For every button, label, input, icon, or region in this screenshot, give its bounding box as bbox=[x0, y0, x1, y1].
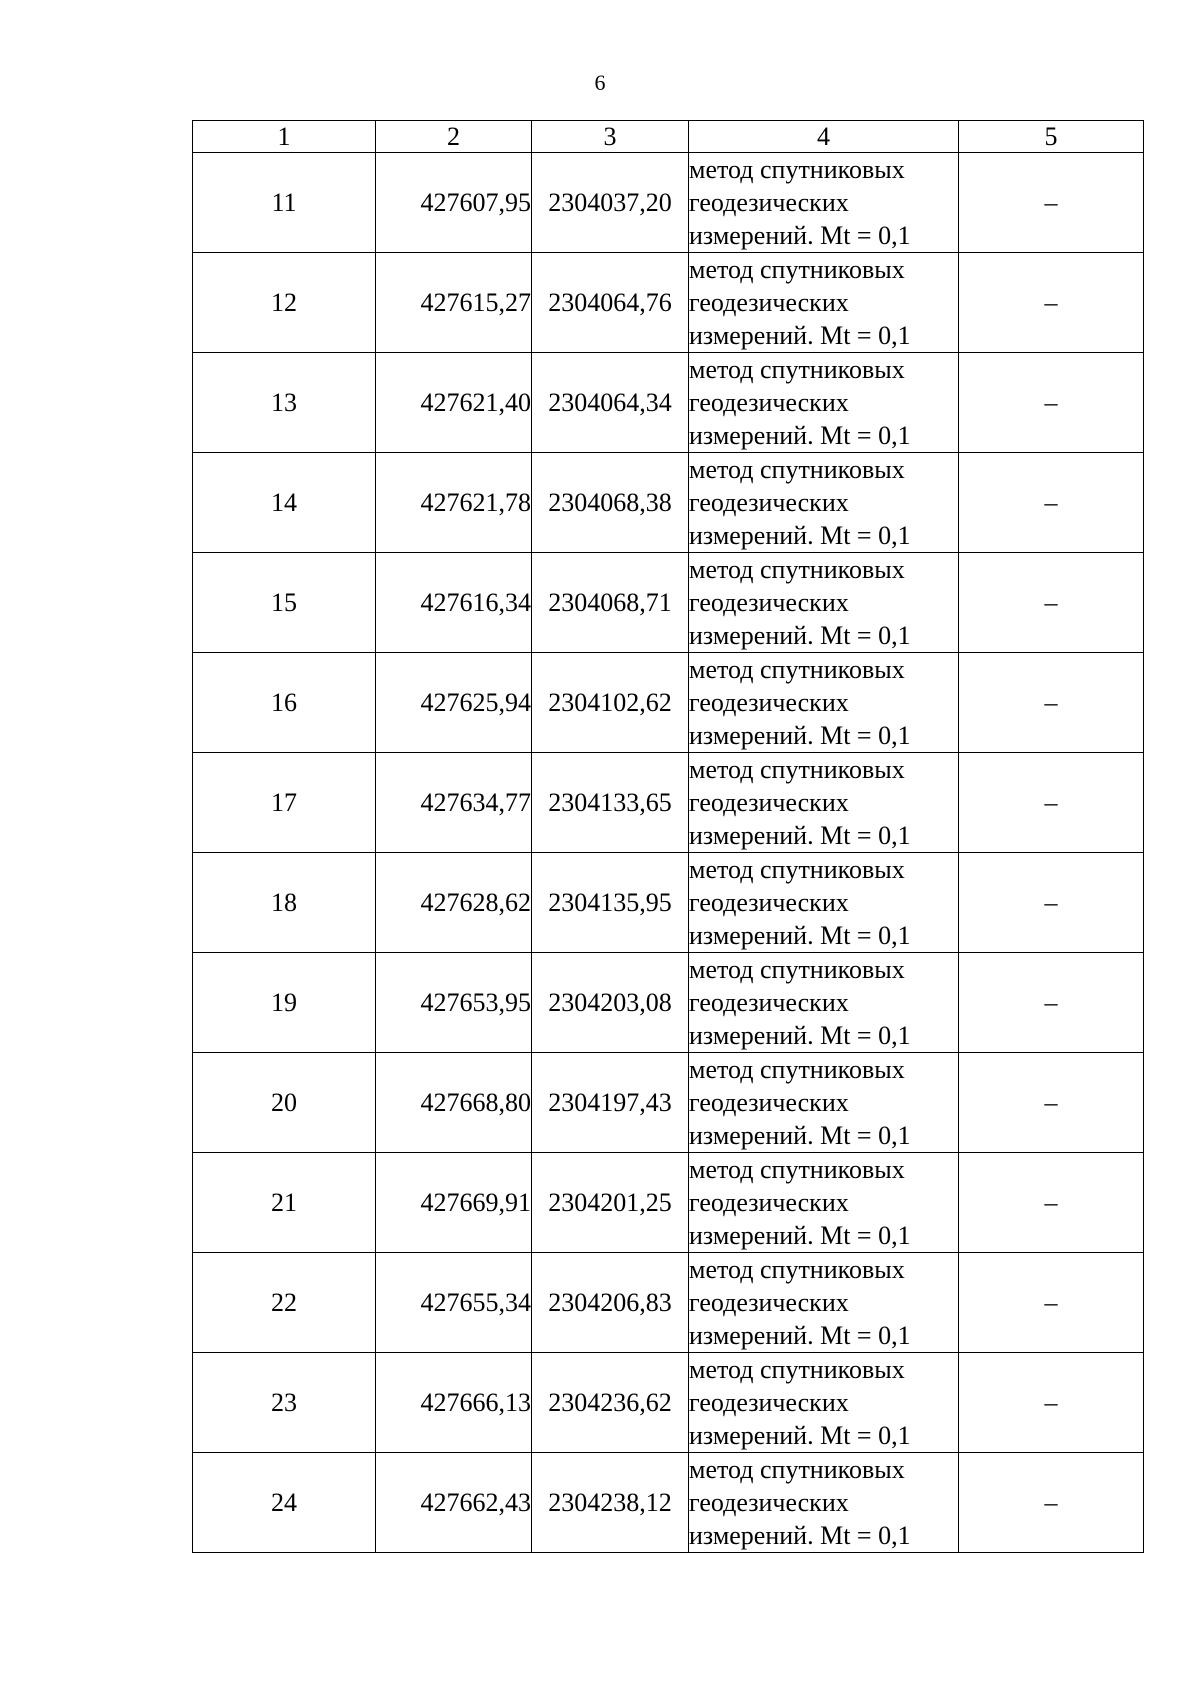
method-line: геодезических bbox=[689, 288, 849, 317]
method-line: измерений. Mt = 0,1 bbox=[689, 321, 911, 350]
x-coordinate-cell: 427655,34 bbox=[376, 1253, 532, 1353]
method-line: геодезических bbox=[689, 1488, 849, 1517]
y-coordinate-cell: 2304102,62 bbox=[532, 653, 689, 753]
table-body bbox=[193, 153, 1144, 1553]
note-cell: – bbox=[959, 1453, 1144, 1553]
table-row bbox=[193, 1253, 1144, 1353]
y-coordinate-cell: 2304068,38 bbox=[532, 453, 689, 553]
note-cell: – bbox=[959, 1253, 1144, 1353]
method-line: метод спутниковых bbox=[689, 255, 905, 284]
table-row bbox=[193, 1053, 1144, 1153]
method-line: геодезических bbox=[689, 788, 849, 817]
method-line: метод спутниковых bbox=[689, 555, 905, 584]
y-coordinate-cell: 2304197,43 bbox=[532, 1053, 689, 1153]
x-coordinate-cell: 427653,95 bbox=[376, 953, 532, 1053]
note-cell: – bbox=[959, 553, 1144, 653]
method-line: геодезических bbox=[689, 1388, 849, 1417]
x-coordinate-cell: 427625,94 bbox=[376, 653, 532, 753]
note-cell: – bbox=[959, 653, 1144, 753]
method-line: геодезических bbox=[689, 1088, 849, 1117]
y-coordinate-cell: 2304236,62 bbox=[532, 1353, 689, 1453]
method-line: измерений. Mt = 0,1 bbox=[689, 621, 911, 650]
method-line: метод спутниковых bbox=[689, 155, 905, 184]
method-line: метод спутниковых bbox=[689, 355, 905, 384]
point-number-cell: 23 bbox=[193, 1353, 376, 1453]
point-number-cell: 19 bbox=[193, 953, 376, 1053]
page-number: 6 bbox=[594, 70, 606, 95]
x-coordinate-cell: 427662,43 bbox=[376, 1453, 532, 1553]
x-coordinate-cell: 427666,13 bbox=[376, 1353, 532, 1453]
method-line: метод спутниковых bbox=[689, 655, 905, 684]
method-cell bbox=[689, 1253, 959, 1353]
y-coordinate-cell: 2304064,34 bbox=[532, 353, 689, 453]
method-line: измерений. Mt = 0,1 bbox=[689, 1421, 911, 1450]
x-coordinate-cell: 427615,27 bbox=[376, 253, 532, 353]
table-row bbox=[193, 653, 1144, 753]
method-line: измерений. Mt = 0,1 bbox=[689, 221, 911, 250]
method-cell bbox=[689, 253, 959, 353]
table-row bbox=[193, 153, 1144, 253]
note-cell: – bbox=[959, 853, 1144, 953]
point-number-cell: 11 bbox=[193, 153, 376, 253]
table-row bbox=[193, 553, 1144, 653]
method-line: метод спутниковых bbox=[689, 1155, 905, 1184]
method-line: измерений. Mt = 0,1 bbox=[689, 1221, 911, 1250]
point-number-cell: 12 bbox=[193, 253, 376, 353]
method-cell bbox=[689, 453, 959, 553]
method-cell bbox=[689, 953, 959, 1053]
point-number-cell: 21 bbox=[193, 1153, 376, 1253]
coordinates-table bbox=[192, 120, 1144, 1553]
y-coordinate-cell: 2304135,95 bbox=[532, 853, 689, 953]
method-line: геодезических bbox=[689, 188, 849, 217]
table-row bbox=[193, 353, 1144, 453]
point-number-cell: 17 bbox=[193, 753, 376, 853]
x-coordinate-cell: 427668,80 bbox=[376, 1053, 532, 1153]
method-cell bbox=[689, 353, 959, 453]
note-cell: – bbox=[959, 1353, 1144, 1453]
point-number-cell: 22 bbox=[193, 1253, 376, 1353]
method-line: метод спутниковых bbox=[689, 1055, 905, 1084]
note-cell: – bbox=[959, 1053, 1144, 1153]
x-coordinate-cell: 427607,95 bbox=[376, 153, 532, 253]
method-line: геодезических bbox=[689, 688, 849, 717]
method-line: измерений. Mt = 0,1 bbox=[689, 521, 911, 550]
header-row bbox=[193, 121, 1144, 153]
note-cell: – bbox=[959, 1153, 1144, 1253]
method-cell bbox=[689, 1053, 959, 1153]
method-line: метод спутниковых bbox=[689, 1255, 905, 1284]
method-cell bbox=[689, 1453, 959, 1553]
x-coordinate-cell: 427621,78 bbox=[376, 453, 532, 553]
note-cell: – bbox=[959, 153, 1144, 253]
method-line: метод спутниковых bbox=[689, 1455, 905, 1484]
method-line: метод спутниковых bbox=[689, 1355, 905, 1384]
column-header-3: 3 bbox=[532, 121, 689, 153]
method-line: метод спутниковых bbox=[689, 855, 905, 884]
method-line: геодезических bbox=[689, 488, 849, 517]
table-row bbox=[193, 1353, 1144, 1453]
point-number-cell: 24 bbox=[193, 1453, 376, 1553]
x-coordinate-cell: 427634,77 bbox=[376, 753, 532, 853]
table-row bbox=[193, 1453, 1144, 1553]
column-header-2: 2 bbox=[376, 121, 532, 153]
method-cell bbox=[689, 853, 959, 953]
method-line: измерений. Mt = 0,1 bbox=[689, 1021, 911, 1050]
x-coordinate-cell: 427616,34 bbox=[376, 553, 532, 653]
table-header bbox=[193, 121, 1144, 153]
column-header-4: 4 bbox=[689, 121, 959, 153]
note-cell: – bbox=[959, 353, 1144, 453]
table-row bbox=[193, 253, 1144, 353]
table-row bbox=[193, 753, 1144, 853]
method-cell bbox=[689, 1153, 959, 1253]
x-coordinate-cell: 427628,62 bbox=[376, 853, 532, 953]
point-number-cell: 14 bbox=[193, 453, 376, 553]
method-line: метод спутниковых bbox=[689, 455, 905, 484]
method-line: геодезических bbox=[689, 388, 849, 417]
y-coordinate-cell: 2304064,76 bbox=[532, 253, 689, 353]
point-number-cell: 13 bbox=[193, 353, 376, 453]
y-coordinate-cell: 2304238,12 bbox=[532, 1453, 689, 1553]
method-line: геодезических bbox=[689, 888, 849, 917]
point-number-cell: 16 bbox=[193, 653, 376, 753]
method-line: геодезических bbox=[689, 1288, 849, 1317]
note-cell: – bbox=[959, 453, 1144, 553]
method-line: геодезических bbox=[689, 1188, 849, 1217]
method-line: измерений. Mt = 0,1 bbox=[689, 921, 911, 950]
method-line: измерений. Mt = 0,1 bbox=[689, 1121, 911, 1150]
y-coordinate-cell: 2304068,71 bbox=[532, 553, 689, 653]
note-cell: – bbox=[959, 953, 1144, 1053]
x-coordinate-cell: 427621,40 bbox=[376, 353, 532, 453]
method-line: метод спутниковых bbox=[689, 755, 905, 784]
x-coordinate-cell: 427669,91 bbox=[376, 1153, 532, 1253]
point-number-cell: 18 bbox=[193, 853, 376, 953]
method-cell bbox=[689, 653, 959, 753]
y-coordinate-cell: 2304203,08 bbox=[532, 953, 689, 1053]
table-row bbox=[193, 1153, 1144, 1253]
y-coordinate-cell: 2304133,65 bbox=[532, 753, 689, 853]
method-line: геодезических bbox=[689, 588, 849, 617]
y-coordinate-cell: 2304206,83 bbox=[532, 1253, 689, 1353]
method-cell bbox=[689, 753, 959, 853]
method-cell bbox=[689, 553, 959, 653]
note-cell: – bbox=[959, 253, 1144, 353]
method-line: измерений. Mt = 0,1 bbox=[689, 721, 911, 750]
method-line: измерений. Mt = 0,1 bbox=[689, 1521, 911, 1550]
point-number-cell: 20 bbox=[193, 1053, 376, 1153]
note-cell: – bbox=[959, 753, 1144, 853]
table-row bbox=[193, 953, 1144, 1053]
table-row bbox=[193, 853, 1144, 953]
column-header-1: 1 bbox=[193, 121, 376, 153]
method-line: измерений. Mt = 0,1 bbox=[689, 821, 911, 850]
y-coordinate-cell: 2304037,20 bbox=[532, 153, 689, 253]
method-line: метод спутниковых bbox=[689, 955, 905, 984]
method-line: измерений. Mt = 0,1 bbox=[689, 1321, 911, 1350]
table-row bbox=[193, 453, 1144, 553]
column-header-5: 5 bbox=[959, 121, 1144, 153]
point-number-cell: 15 bbox=[193, 553, 376, 653]
y-coordinate-cell: 2304201,25 bbox=[532, 1153, 689, 1253]
method-line: измерений. Mt = 0,1 bbox=[689, 421, 911, 450]
method-cell bbox=[689, 153, 959, 253]
method-cell bbox=[689, 1353, 959, 1453]
method-line: геодезических bbox=[689, 988, 849, 1017]
